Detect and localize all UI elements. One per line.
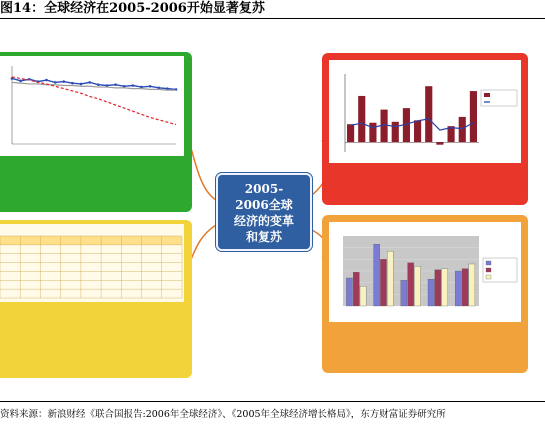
line-series [351,119,474,130]
line-point [149,85,152,88]
source-line: 资料来源：新浪财经《联合国报告:2006年全球经济》、《2005年全球经济增长格局》，东方财富证券研究所 [0,409,446,420]
line-point [88,81,91,84]
line-point [54,81,57,84]
line-point [123,85,126,88]
bar-series-2 [462,269,468,306]
bar-series-3 [360,286,366,306]
bar-series-1 [346,278,352,306]
bar-series-3 [387,251,393,306]
bar-series-2 [353,272,359,306]
line-point [71,82,74,85]
fdi-table-box [0,224,184,302]
fdi-caption [4,306,186,374]
bar-series-2 [380,259,386,306]
line-point [80,83,83,86]
legend-swatch-3 [486,275,491,279]
bar-series-3 [469,264,475,306]
bar [470,91,477,142]
panel-top-right [322,53,528,205]
central-hub [216,173,312,251]
gdp-caption [330,166,524,202]
bar [414,120,421,142]
panel-bottom-left [0,220,192,378]
bar-series-3 [442,269,448,306]
bar [436,142,443,144]
legend-swatch-1 [484,93,490,97]
bar-series-1 [455,271,461,306]
hub-line-1: 2005- [244,182,284,196]
bar [347,124,354,142]
bar-series-3 [414,266,420,306]
line-point [19,80,22,83]
bar-series-1 [401,280,407,306]
line-point [140,86,143,89]
table-header-row [0,236,182,245]
legend-swatch-1 [486,261,491,265]
line-point [157,87,160,90]
gdp-trade-chart [329,60,521,163]
panel-top-left [0,52,192,212]
line-point [132,84,135,87]
hub-line-4: 和复苏 [245,230,282,244]
trade-line-chart [0,56,184,156]
bar [392,122,399,142]
line-point [114,83,117,86]
gdp-growth-chart [329,222,521,322]
legend-box [481,90,517,106]
bar-series-2 [408,263,414,306]
figure-title: 图14：全球经济在2005-2006开始显著复苏 [0,1,265,16]
bar-series-1 [428,279,434,306]
line-point [62,80,65,83]
bar-series-2 [435,270,441,306]
line-point [45,79,48,82]
hub-line-3: 经济的变革 [233,214,294,228]
line-point [106,84,109,87]
legend-swatch-2 [486,268,491,272]
line-point [97,83,100,86]
hub-line-2: 2006全球 [235,198,293,212]
source-rule [0,401,545,402]
trade-caption [4,159,186,209]
connector-top-left [190,145,216,200]
connector-bottom-left [190,225,216,262]
bar [358,96,365,142]
panel-bottom-right [322,215,528,373]
bar [369,123,376,143]
bar-series-1 [374,244,380,306]
bar [425,86,432,142]
gdp-growth-caption [330,325,524,371]
bar [459,117,466,142]
